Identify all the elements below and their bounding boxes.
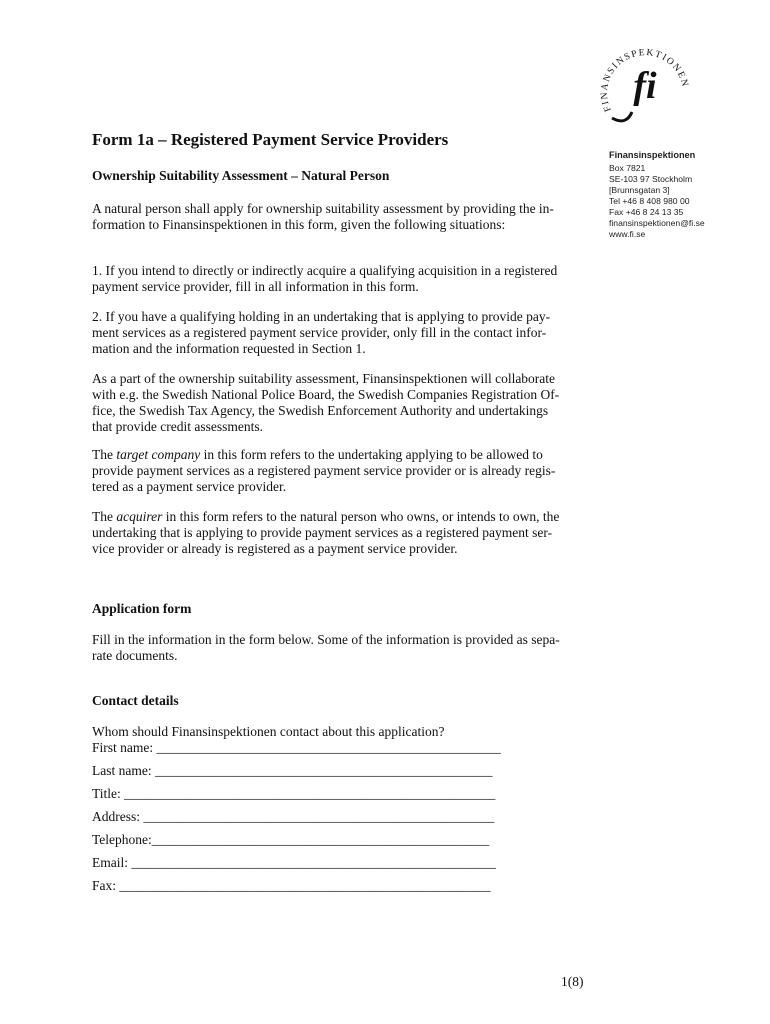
- authority-street: [Brunnsgatan 3]: [609, 185, 670, 195]
- instruction-line: Fill in the information in the form below. Some of the information is provided as sepa-: [92, 632, 560, 647]
- authority-email: finansinspektionen@fi.se: [609, 218, 705, 228]
- instruction-line: rate documents.: [92, 648, 178, 663]
- telephone-field[interactable]: Telephone:__________________________________________________: [92, 832, 490, 847]
- situation-2-line: 2. If you have a qualifying holding in an undertaking that is applying to provide pay-: [92, 309, 551, 324]
- collaboration-line: with e.g. the Swedish National Police Board, the Swedish Companies Registration Of-: [92, 387, 560, 402]
- title-field[interactable]: Title: _______________________________________________________: [92, 786, 496, 801]
- email-field[interactable]: Email: ______________________________________________________: [92, 855, 496, 870]
- target-company-definition: [92, 447, 585, 495]
- situation-1-paragraph: [92, 263, 585, 295]
- target-line: tered as a payment service provider.: [92, 479, 287, 494]
- situation-1-line: 1. If you intend to directly or indirectly acquire a qualifying acquisition in a registered: [92, 263, 558, 278]
- authority-fax: Fax +46 8 24 13 35: [609, 207, 684, 217]
- collaboration-line: fice, the Swedish Tax Agency, the Swedish Enforcement Authority and undertakings: [92, 403, 549, 418]
- authority-contact-block: [609, 150, 705, 240]
- finansinspektionen-logo: [592, 38, 698, 128]
- acquirer-definition: [92, 509, 585, 557]
- logo-swash-icon: [612, 112, 632, 121]
- situation-2-paragraph: [92, 309, 585, 357]
- collaboration-line: As a part of the ownership suitability assessment, Finansinspektionen will collaborate: [92, 371, 556, 386]
- last-name-field[interactable]: Last name: __________________________________________________: [92, 763, 493, 778]
- authority-postal: SE-103 97 Stockholm: [609, 174, 693, 184]
- logo-ring-text: FINANSINSPEKTIONEN: [599, 48, 690, 113]
- situation-1-line: payment service provider, fill in all information in this form.: [92, 279, 419, 294]
- authority-box: Box 7821: [609, 163, 646, 173]
- collaboration-paragraph: [92, 371, 585, 435]
- page-title: Form 1a – Registered Payment Service Providers: [92, 130, 449, 149]
- fax-field[interactable]: Fax: _______________________________________________________: [92, 878, 491, 893]
- authority-name: Finansinspektionen: [609, 150, 696, 160]
- application-form-instructions: [92, 632, 585, 664]
- intro-line: A natural person shall apply for ownership suitability assessment by providing the in-: [92, 201, 554, 216]
- intro-line: formation to Finansinspektionen in this form, given the following situations:: [92, 217, 506, 232]
- logo-mark: fi: [633, 65, 657, 107]
- first-name-field[interactable]: First name: ___________________________________________________: [92, 740, 501, 755]
- situation-2-line: mation and the information requested in Section 1.: [92, 341, 366, 356]
- page-subtitle: Ownership Suitability Assessment – Natural Person: [92, 168, 390, 183]
- contact-details-heading: Contact details: [92, 693, 179, 708]
- authority-tel: Tel +46 8 408 980 00: [609, 196, 690, 206]
- intro-paragraph: [92, 201, 585, 233]
- address-field[interactable]: Address: ____________________________________________________: [92, 809, 495, 824]
- page-number: 1(8): [561, 974, 584, 989]
- target-company-term: target company: [116, 447, 201, 462]
- acquirer-term: acquirer: [116, 509, 163, 524]
- collaboration-line: that provide credit assessments.: [92, 419, 263, 434]
- acquirer-line: undertaking that is applying to provide payment services as a registered payment ser-: [92, 525, 553, 540]
- acquirer-line: The acquirer in this form refers to the natural person who owns, or intends to own, the: [92, 509, 560, 524]
- target-line: provide payment services as a registered payment service provider or is already regis-: [92, 463, 556, 478]
- situation-2-line: ment services as a registered payment service provider, only fill in the contact infor-: [92, 325, 547, 340]
- target-line: The target company in this form refers to the undertaking applying to be allowed to: [92, 447, 543, 462]
- application-form-heading: Application form: [92, 601, 192, 616]
- authority-web: www.fi.se: [609, 229, 646, 239]
- contact-question: Whom should Finansinspektionen contact about this application?: [92, 724, 445, 739]
- acquirer-line: vice provider or already is registered as a payment service provider.: [92, 541, 458, 556]
